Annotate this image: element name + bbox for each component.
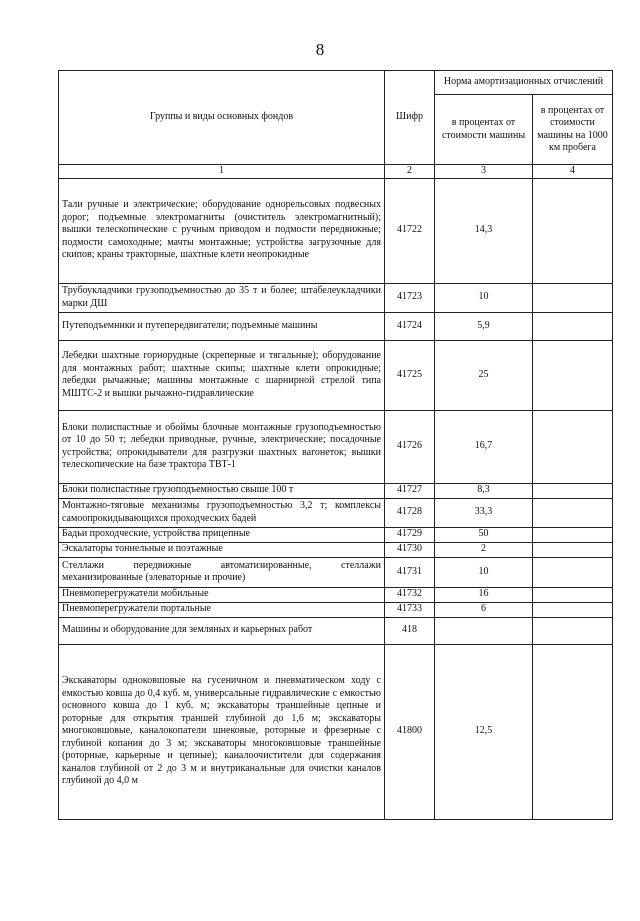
table-row <box>59 602 613 617</box>
row-value-pct-km <box>533 483 613 498</box>
row-name: Лебедки шахтные горнорудные (скреперные и тягальные); оборудование для монтажных работ; шахтные скипы; шахтные клети опрокидные; лебедки рычажные; машины монтажные с шарнирной стрелой типа МШТС-2 и вышки рычажно-гидравлические <box>59 340 385 410</box>
row-code: 41732 <box>385 587 435 602</box>
row-value-pct: 16 <box>435 587 533 602</box>
row-value-pct: 25 <box>435 340 533 410</box>
table-row <box>59 527 613 542</box>
row-code: 41722 <box>385 178 435 283</box>
header-num-1: 1 <box>59 165 385 179</box>
row-name: Блоки полиспастные и обоймы блочные монтажные грузоподъемностью от 10 до 50 т; лебедки приводные, ручные, электрические; посадочные устройства; опрокидыватели для разгрузки шахтных вагонеток; вышки телескопические на базе трактора ТВТ-1 <box>59 410 385 483</box>
table-row <box>59 340 613 410</box>
row-value-pct-km <box>533 644 613 819</box>
row-code: 41730 <box>385 542 435 557</box>
row-code: 41733 <box>385 602 435 617</box>
row-code: 41724 <box>385 312 435 340</box>
row-value-pct-km <box>533 557 613 587</box>
header-pct-per-1000km: в процентах от стоимости машины на 1000 км пробега <box>533 95 613 165</box>
row-code: 41725 <box>385 340 435 410</box>
row-name: Трубоукладчики грузоподъемностью до 35 т и более; штабелеукладчики марки ДШ <box>59 283 385 312</box>
header-code: Шифр <box>385 71 435 165</box>
header-groups: Группы и виды основных фондов <box>59 71 385 165</box>
row-name: Эскалаторы тоннельные и поэтажные <box>59 542 385 557</box>
row-value-pct-km <box>533 178 613 283</box>
row-value-pct: 5,9 <box>435 312 533 340</box>
table-row <box>59 542 613 557</box>
table-row <box>59 644 613 819</box>
depreciation-table <box>58 70 613 820</box>
table-row <box>59 410 613 483</box>
row-value-pct-km <box>533 283 613 312</box>
table-row <box>59 283 613 312</box>
row-code: 41723 <box>385 283 435 312</box>
row-value-pct-km <box>533 542 613 557</box>
row-value-pct-km <box>533 410 613 483</box>
row-code: 41729 <box>385 527 435 542</box>
row-value-pct-km <box>533 340 613 410</box>
row-value-pct: 6 <box>435 602 533 617</box>
row-code: 41726 <box>385 410 435 483</box>
row-value-pct: 33,3 <box>435 498 533 527</box>
row-code: 41728 <box>385 498 435 527</box>
row-name: Экскаваторы одноковшовые на гусеничном и пневматическом ходу с емкостью ковша до 0,4 куб. м, универсальные гидравлические с емкостью основного ковша до 1 куб. м; экскаваторы траншейные цепные и роторные для открытия траншей глубиной до 1,6 м; экскаваторы многоковшовые, каналокопатели шнековые, роторные и фрезерные с глубиной копания до 3 м; экскаваторы многоковшовые траншейные (роторные, карьерные и цепные); каналоочистители для содержания каналов глубиной от 2 до 3 м и внутриканальные для очистки каналов глубиной до 4,0 м <box>59 644 385 819</box>
table-row <box>59 557 613 587</box>
row-name: Стеллажи передвижные автоматизированные, стеллажи механизированные (элеваторные и прочие) <box>59 557 385 587</box>
header-num-3: 3 <box>435 165 533 179</box>
row-value-pct: 14,3 <box>435 178 533 283</box>
row-code: 418 <box>385 617 435 644</box>
row-code: 41800 <box>385 644 435 819</box>
row-name: Путеподъемники и путепередвигатели; подъемные машины <box>59 312 385 340</box>
row-value-pct-km <box>533 312 613 340</box>
header-num-4: 4 <box>533 165 613 179</box>
page-number: 8 <box>315 40 325 59</box>
row-value-pct-km <box>533 498 613 527</box>
table-row <box>59 617 613 644</box>
header-num-2: 2 <box>385 165 435 179</box>
row-value-pct <box>435 617 533 644</box>
header-pct-cost: в процентах от стоимости машины <box>435 95 533 165</box>
row-name: Блоки полиспастные грузоподъемностью свыше 100 т <box>59 483 385 498</box>
row-value-pct: 50 <box>435 527 533 542</box>
table-row <box>59 587 613 602</box>
table-row <box>59 178 613 283</box>
row-name: Монтажно-тяговые механизмы грузоподъемностью 3,2 т; комплексы самоопрокидывающихся проходческих бадей <box>59 498 385 527</box>
row-value-pct-km <box>533 587 613 602</box>
row-value-pct: 12,5 <box>435 644 533 819</box>
row-value-pct-km <box>533 602 613 617</box>
row-value-pct: 2 <box>435 542 533 557</box>
table-row <box>59 483 613 498</box>
row-code: 41727 <box>385 483 435 498</box>
row-name: Пневмоперегружатели мобильные <box>59 587 385 602</box>
row-value-pct: 10 <box>435 557 533 587</box>
row-name: Пневмоперегружатели портальные <box>59 602 385 617</box>
row-value-pct: 8,3 <box>435 483 533 498</box>
row-name: Машины и оборудование для земляных и карьерных работ <box>59 617 385 644</box>
table-row <box>59 312 613 340</box>
row-value-pct: 10 <box>435 283 533 312</box>
row-name: Бадьи проходческие, устройства прицепные <box>59 527 385 542</box>
row-value-pct-km <box>533 617 613 644</box>
row-code: 41731 <box>385 557 435 587</box>
header-norm: Норма амортизационных отчислений <box>435 71 613 95</box>
row-name: Тали ручные и электрические; оборудование однорельсовых подвесных дорог; подъемные электромагниты (очиститель электромагнитный); вышки телескопические с ручным приводом и подмости передвижные; подмости самоходные; мачты монтажные; устройства загрузочные для скипов; краны тракторные, шахтные клети неопрокидные <box>59 178 385 283</box>
table-row <box>59 498 613 527</box>
row-value-pct-km <box>533 527 613 542</box>
row-value-pct: 16,7 <box>435 410 533 483</box>
